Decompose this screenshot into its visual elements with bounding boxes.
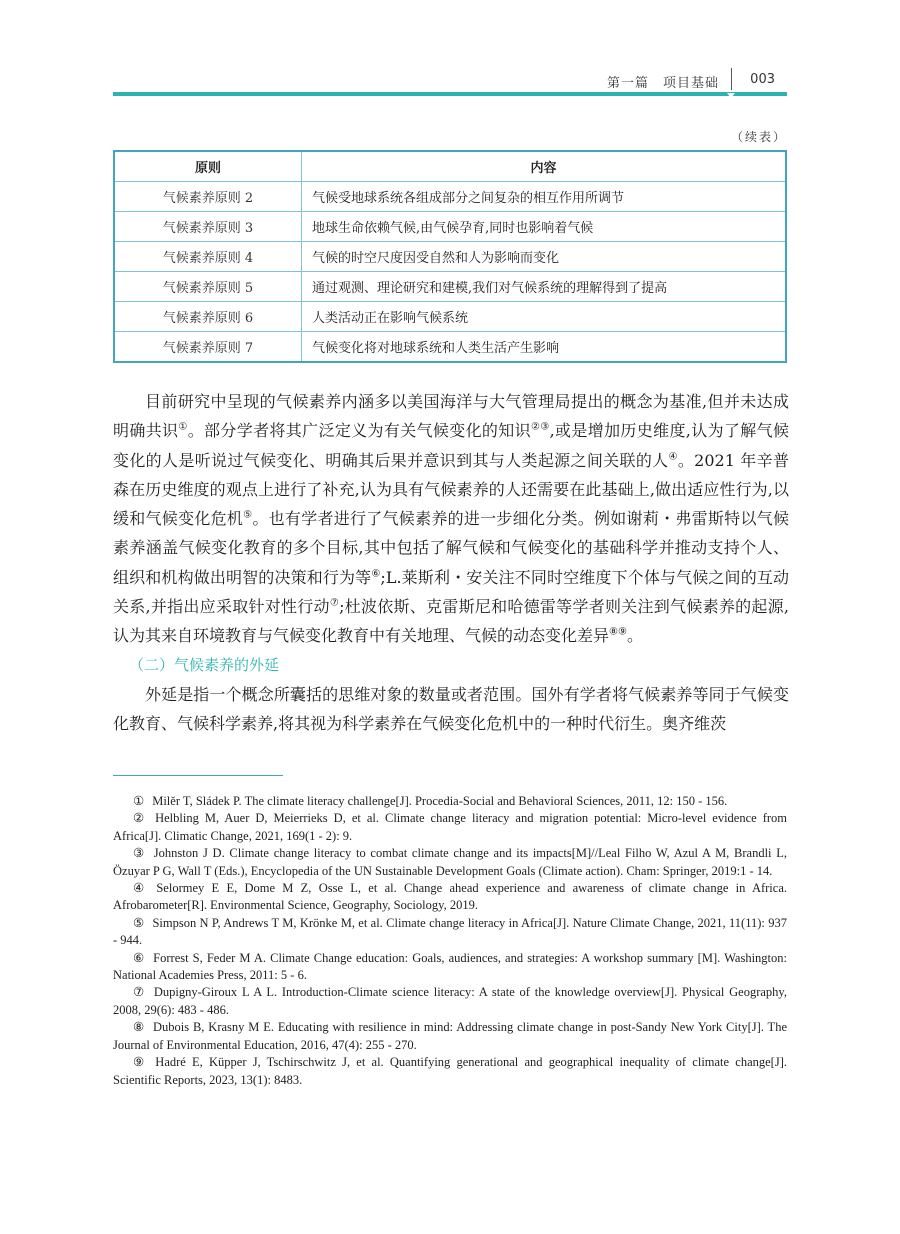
footnote-number: ③ xyxy=(133,846,146,861)
footnote-text: Dubois B, Krasny M E. Educating with resilience in mind: Addressing climate change in post-Sandy New York City[J]. The Journal of Environmental Education, 2016, 47(4): 255 - 270. xyxy=(113,1020,787,1052)
column-header-content: 内容 xyxy=(302,151,787,182)
header-rule-notch xyxy=(727,93,735,98)
content-cell: 气候的时空尺度因受自然和人为影响而变化 xyxy=(302,242,787,272)
footnote-number: ⑨ xyxy=(133,1055,148,1070)
footnotes xyxy=(113,793,787,1089)
footnote xyxy=(113,793,787,810)
page-number: 003 xyxy=(750,72,775,87)
text-run: 。也有学者进行了气候素养的进一步细化分类。例如谢莉・弗雷斯特以气候素养涵盖气候变化教育的多个目标,其中包括了解气候和气候变化的基础科学并推动支持个人、组织和机构做出明智的决策和行为等 xyxy=(113,509,789,587)
table-row xyxy=(114,242,786,272)
header-separator xyxy=(731,68,732,90)
paragraph-extension: 外延是指一个概念所囊括的思维对象的数量或者范围。国外有学者将气候素养等同于气候变化教育、气候科学素养,将其视为科学素养在气候变化危机中的一种时代衍生。奥齐维茨 xyxy=(113,684,789,734)
footnote xyxy=(113,1054,787,1089)
footnote-text: Milěr T, Sládek P. The climate literacy challenge[J]. Procedia-Social and Behavioral Sciences, 2011, 12: 150 - 156. xyxy=(152,794,728,808)
section-title: 第一篇 项目基础 xyxy=(606,76,719,91)
body-text xyxy=(113,387,789,739)
footnote-text: Helbling M, Auer D, Meierrieks D, et al. Climate change literacy and migration potential: Micro-level evidence from Africa[J]. Climatic Change, 2021, 169(1 - 2): 9. xyxy=(113,811,787,843)
principle-cell: 气候素养原则 7 xyxy=(114,332,302,363)
principle-cell: 气候素养原则 6 xyxy=(114,302,302,332)
footnote xyxy=(113,810,787,845)
text-run: 目前研究中呈现的气候素养内涵多以美国海洋与大气管理局提出的概念为基准,但并未达成明确共识 xyxy=(113,392,789,441)
footnote xyxy=(113,1019,787,1054)
table-row xyxy=(114,212,786,242)
footnote-text: Johnston J D. Climate change literacy to combat climate change and its impacts[M]//Leal Filho W, Azul A M, Brandli L, Özuyar P G, Wall T (Eds.), Encyclopedia of the UN Sustainable Development Goals (Climate action). Cham: Springer, 2019:1 - 14. xyxy=(113,846,787,878)
paragraph-connotation xyxy=(113,387,789,651)
footnote-text: Dupigny-Giroux L A L. Introduction-Climate science literacy: A state of the knowledge overview[J]. Physical Geography, 2008, 29(6): 483 - 486. xyxy=(113,985,787,1017)
section-subheading: （二）气候素养的外延 xyxy=(129,655,280,674)
footnote-ref[interactable]: ④ xyxy=(668,451,678,463)
running-header xyxy=(113,66,787,96)
footnote-ref[interactable]: ⑥ xyxy=(371,568,381,580)
footnote-text: Hadré E, Küpper J, Tschirschwitz J, et al. Quantifying generational and geographical inequality of climate change[J]. Scientific Reports, 2023, 13(1): 8483. xyxy=(113,1055,787,1087)
text-run: 。2021 年辛普森在历史维度的观点上进行了补充,认为具有气候素养的人还需要在此基础上,做出适应性行为,以缓和气候变化危机 xyxy=(113,450,789,529)
footnote xyxy=(113,880,787,915)
table-header-row xyxy=(114,151,786,182)
content-cell: 人类活动正在影响气候系统 xyxy=(302,302,787,332)
footnote-ref[interactable]: ②③ xyxy=(530,421,550,433)
text-run: 。部分学者将其广泛定义为有关气候变化的知识 xyxy=(187,421,531,441)
text-run: ;杜波依斯、克雷斯尼和哈德雷等学者则关注到气候素养的起源,认为其来自环境教育与气候变化教育中有关地理、气候的动态变化差异 xyxy=(113,597,789,646)
table-row xyxy=(114,182,786,212)
content-cell: 气候受地球系统各组成部分之间复杂的相互作用所调节 xyxy=(302,182,787,212)
footnote-ref[interactable]: ⑤ xyxy=(243,509,253,521)
principle-cell: 气候素养原则 5 xyxy=(114,272,302,302)
footnote-number: ① xyxy=(133,794,145,808)
footnote-ref[interactable]: ⑦ xyxy=(329,597,340,609)
text-run: ,或是增加历史维度,认为了解气候变化的人是听说过气候变化、明确其后果并意识到其与人类起源之间关联的人 xyxy=(113,421,789,470)
footnote-ref[interactable]: ① xyxy=(178,421,188,433)
table-continued-label: （续表） xyxy=(730,130,787,144)
column-header-principle: 原则 xyxy=(114,151,302,182)
table-row xyxy=(114,332,786,363)
footnote-number: ⑦ xyxy=(133,985,146,1000)
table-row xyxy=(114,302,786,332)
footnote-text: Selormey E E, Dome M Z, Osse L, et al. Change ahead experience and awareness of climate change in Africa. Afrobarometer[R]. Environmental Science, Geography, Sociology, 2019. xyxy=(113,881,787,913)
principle-cell: 气候素养原则 2 xyxy=(114,182,302,212)
text-run: ;L.莱斯利・安关注不同时空维度下个体与气候之间的互动关系,并指出应采取针对性行动 xyxy=(113,567,789,617)
footnote-number: ⑧ xyxy=(133,1020,145,1035)
footnote xyxy=(113,950,787,985)
table-row xyxy=(114,272,786,302)
footnote-ref[interactable]: ⑧⑨ xyxy=(609,627,627,639)
footnote xyxy=(113,915,787,950)
footnote-number: ② xyxy=(133,811,148,826)
content-cell: 通过观测、理论研究和建模,我们对气候系统的理解得到了提高 xyxy=(302,272,787,302)
header-rule xyxy=(113,92,787,96)
footnote xyxy=(113,845,787,880)
footnote xyxy=(113,984,787,1019)
footnote-separator xyxy=(113,775,283,776)
footnote-text: Forrest S, Feder M A. Climate Change education: Goals, audiences, and strategies: A workshop summary [M]. Washington: National Academies Press, 2011: 5 - 6. xyxy=(113,950,787,983)
content-cell: 地球生命依赖气候,由气候孕育,同时也影响着气候 xyxy=(302,212,787,242)
content-cell: 气候变化将对地球系统和人类生活产生影响 xyxy=(302,332,787,363)
footnote-text: Simpson N P, Andrews T M, Krönke M, et al. Climate change literacy in Africa[J]. Nature Climate Change, 2021, 11(11): 937 - 944. xyxy=(113,915,787,948)
text-run: 。 xyxy=(626,626,643,646)
principles-table xyxy=(113,150,787,363)
principle-cell: 气候素养原则 3 xyxy=(114,212,302,242)
footnote-number: ⑥ xyxy=(133,950,146,965)
footnote-number: ④ xyxy=(133,881,149,896)
footnote-number: ⑤ xyxy=(133,915,145,930)
principle-cell: 气候素养原则 4 xyxy=(114,242,302,272)
